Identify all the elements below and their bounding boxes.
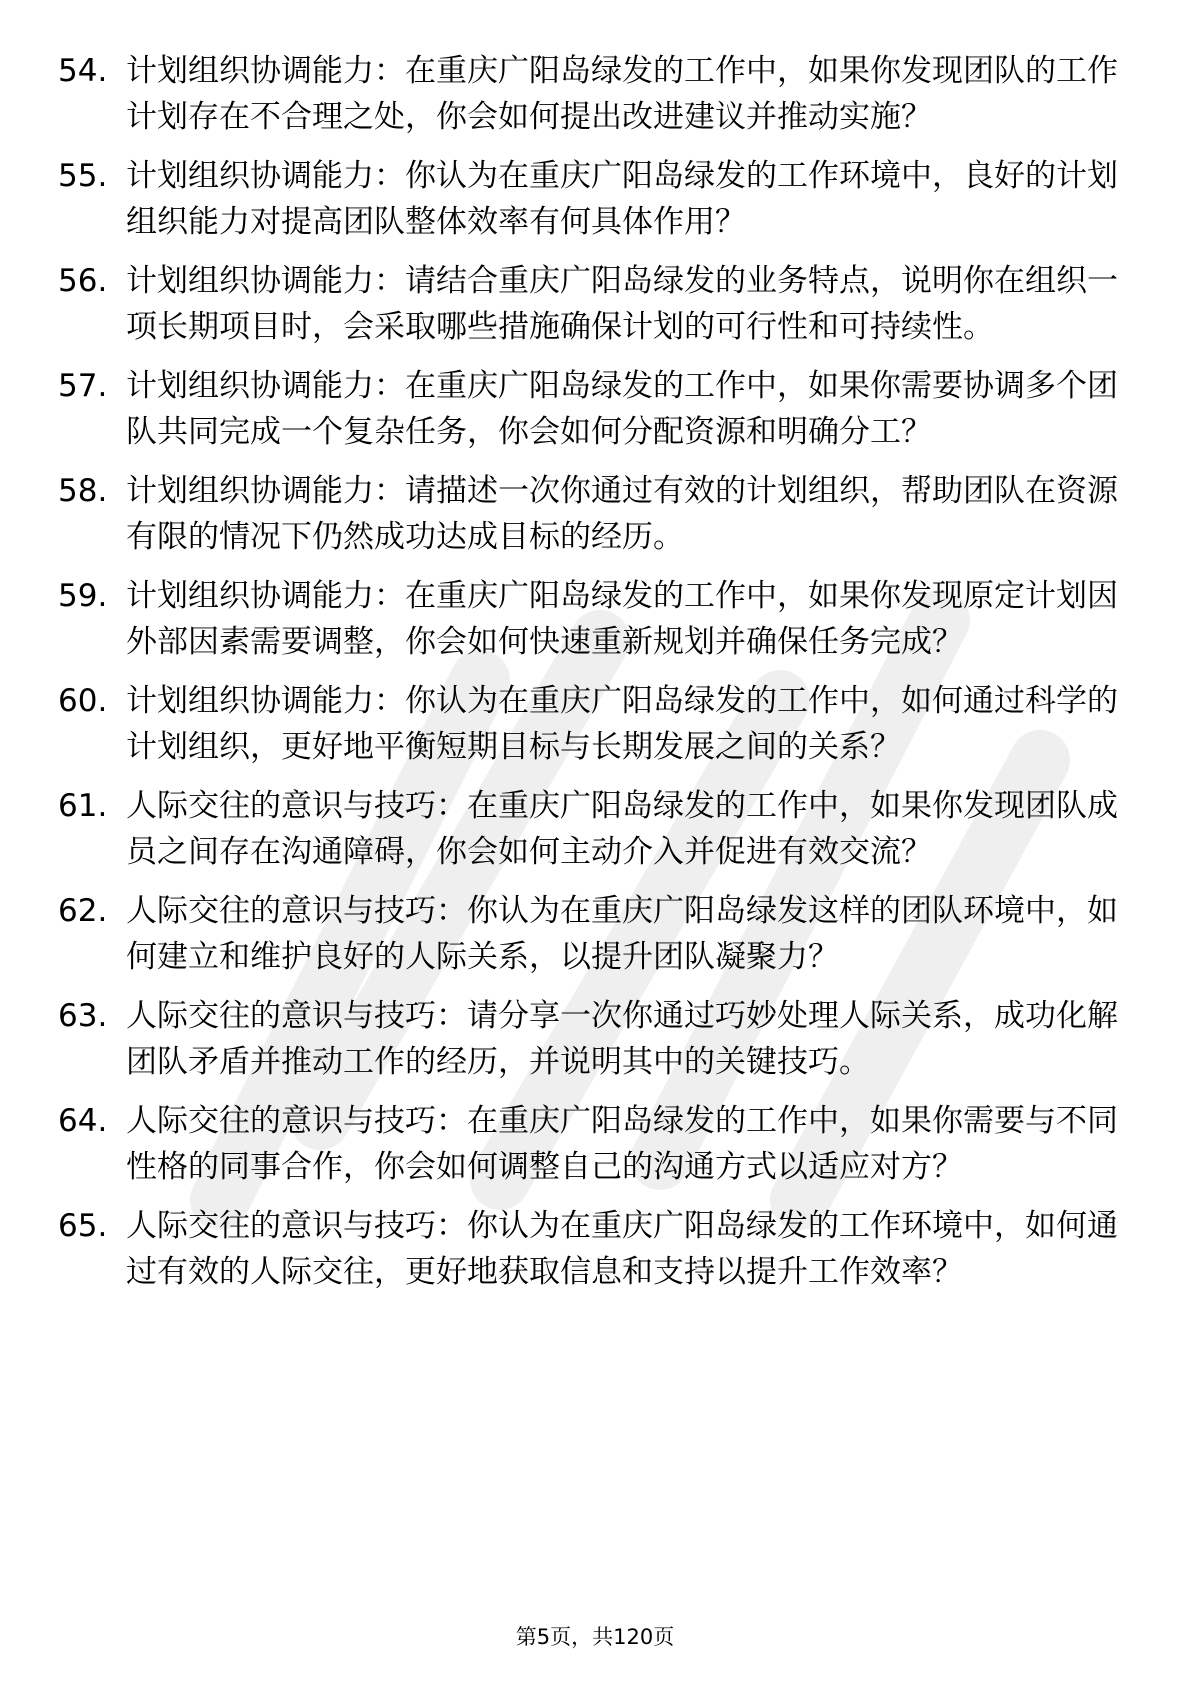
- page-footer: [0, 1622, 1190, 1652]
- question-number: 62.: [58, 893, 108, 929]
- question-item-55: [58, 153, 1120, 245]
- question-item-56: [58, 258, 1120, 350]
- question-text: 人际交往的意识与技巧：请分享一次你通过巧妙处理人际关系，成功化解团队矛盾并推动工作的经历，并说明其中的关键技巧。: [126, 998, 1118, 1080]
- question-text: 计划组织协调能力：你认为在重庆广阳岛绿发的工作环境中，良好的计划组织能力对提高团队整体效率有何具体作用？: [126, 158, 1118, 240]
- question-text: 计划组织协调能力：在重庆广阳岛绿发的工作中，如果你发现原定计划因外部因素需要调整，你会如何快速重新规划并确保任务完成？: [126, 578, 1118, 660]
- question-item-54: [58, 48, 1120, 140]
- question-item-58: [58, 468, 1120, 560]
- question-item-63: [58, 993, 1120, 1085]
- question-number: 58.: [58, 473, 108, 509]
- question-number: 63.: [58, 998, 108, 1034]
- question-text: 计划组织协调能力：请结合重庆广阳岛绿发的业务特点，说明你在组织一项长期项目时，会采取哪些措施确保计划的可行性和可持续性。: [126, 263, 1118, 345]
- question-item-65: [58, 1203, 1120, 1295]
- question-number: 55.: [58, 158, 108, 194]
- question-number: 65.: [58, 1208, 108, 1244]
- question-item-64: [58, 1098, 1120, 1190]
- question-list: [58, 48, 1120, 1308]
- question-item-59: [58, 573, 1120, 665]
- question-number: 59.: [58, 578, 108, 614]
- question-text: 计划组织协调能力：请描述一次你通过有效的计划组织，帮助团队在资源有限的情况下仍然成功达成目标的经历。: [126, 473, 1118, 555]
- question-item-60: [58, 678, 1120, 770]
- question-number: 60.: [58, 683, 108, 719]
- page-number-label: 第5页，共120页: [515, 1625, 675, 1649]
- question-text: 人际交往的意识与技巧：你认为在重庆广阳岛绿发这样的团队环境中，如何建立和维护良好的人际关系，以提升团队凝聚力？: [126, 893, 1118, 975]
- question-text: 人际交往的意识与技巧：你认为在重庆广阳岛绿发的工作环境中，如何通过有效的人际交往，更好地获取信息和支持以提升工作效率？: [126, 1208, 1118, 1290]
- question-item-57: [58, 363, 1120, 455]
- question-item-61: [58, 783, 1120, 875]
- question-item-62: [58, 888, 1120, 980]
- question-text: 计划组织协调能力：你认为在重庆广阳岛绿发的工作中，如何通过科学的计划组织，更好地平衡短期目标与长期发展之间的关系？: [126, 683, 1118, 765]
- question-text: 计划组织协调能力：在重庆广阳岛绿发的工作中，如果你需要协调多个团队共同完成一个复杂任务，你会如何分配资源和明确分工？: [126, 368, 1118, 450]
- question-text: 人际交往的意识与技巧：在重庆广阳岛绿发的工作中，如果你需要与不同性格的同事合作，你会如何调整自己的沟通方式以适应对方？: [126, 1103, 1118, 1185]
- question-number: 61.: [58, 788, 108, 824]
- question-number: 54.: [58, 53, 108, 89]
- question-number: 64.: [58, 1103, 108, 1139]
- question-text: 人际交往的意识与技巧：在重庆广阳岛绿发的工作中，如果你发现团队成员之间存在沟通障碍，你会如何主动介入并促进有效交流？: [126, 788, 1118, 870]
- question-number: 57.: [58, 368, 108, 404]
- question-number: 56.: [58, 263, 108, 299]
- question-text: 计划组织协调能力：在重庆广阳岛绿发的工作中，如果你发现团队的工作计划存在不合理之处，你会如何提出改进建议并推动实施？: [126, 53, 1118, 135]
